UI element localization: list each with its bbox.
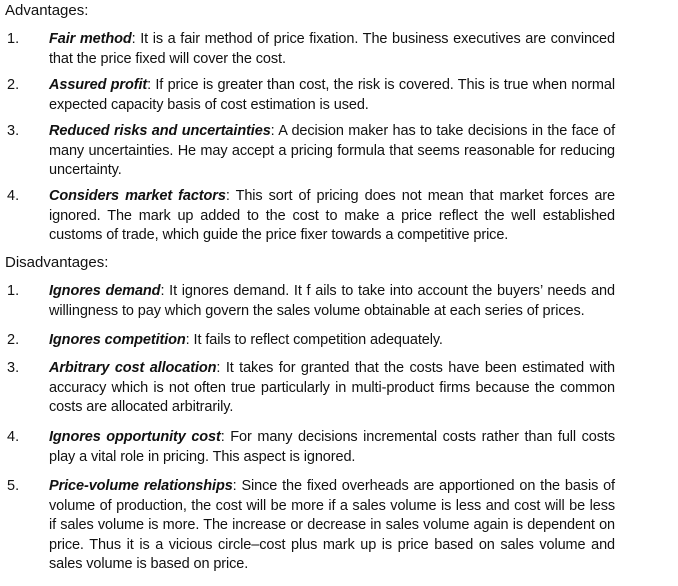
item-text: : If price is greater than cost, the risk is covered. This is true when normal expected capacity basis of cost estimation is used. [49, 77, 615, 113]
item-term: Assured profit [49, 77, 148, 93]
item-term: Ignores opportunity cost [49, 429, 221, 445]
item-number: 1. [7, 31, 20, 47]
item-body [49, 331, 615, 351]
item-body [49, 76, 615, 115]
item-term: Considers market factors [49, 188, 226, 204]
item-number: 4. [7, 188, 20, 204]
item-text: : It fails to reflect competition adequately. [185, 332, 443, 348]
item-number: 3. [7, 123, 20, 139]
item-body [49, 359, 615, 418]
item-text: : It ignores demand. It f ails to take into account the buyers’ needs and willingness to pay which govern the sales volume obtainable at each series of prices. [49, 283, 615, 319]
item-number: 4. [7, 429, 20, 445]
item-number: 1. [7, 283, 20, 299]
item-term: Reduced risks and uncertainties [49, 123, 271, 139]
item-number: 3. [7, 360, 20, 376]
item-text: : For many decisions incremental costs rather than full costs play a vital role in pricing. This aspect is ignored. [49, 429, 615, 465]
item-text: : This sort of pricing does not mean that market forces are ignored. The mark up added to the cost to make a price reflect the well established customs of trade, which guide the price fixer towards a competitive price. [49, 188, 615, 243]
advantages-heading: Advantages: [5, 2, 89, 19]
item-number: 2. [7, 77, 20, 93]
item-term: Fair method [49, 31, 132, 47]
item-body [49, 122, 615, 181]
item-body [49, 30, 615, 69]
item-number: 5. [7, 478, 20, 494]
item-body [49, 477, 615, 575]
item-text: : A decision maker has to take decisions in the face of many uncertainties. He may accept a pricing formula that seems reasonable for reducing uncertainty. [49, 123, 616, 178]
item-number: 2. [7, 332, 20, 348]
item-term: Price-volume relationships [49, 478, 233, 494]
item-text: : It takes for granted that the costs have been estimated with accuracy which is not often true particularly in multi-product firms because the common costs are allocated arbitrarily. [49, 360, 615, 415]
item-body [49, 187, 615, 246]
item-body [49, 282, 615, 321]
item-term: Ignores competition [49, 332, 186, 348]
item-term: Arbitrary cost allocation [49, 360, 217, 376]
item-text: : It is a fair method of price fixation. The business executives are convinced that the price fixed will cover the cost. [49, 31, 615, 67]
item-body [49, 428, 615, 467]
item-term: Ignores demand [49, 283, 161, 299]
item-text: : Since the fixed overheads are apportioned on the basis of volume of production, the cost will be more if a sales volume is less and cost will be less if sales volume is more. The increase or decrease in sales volume again is dependent on price. Thus it is a vicious circle–cost plus mark up is price based on sales volume and sales volume is based on price. [49, 478, 615, 572]
disadvantages-heading: Disadvantages: [5, 254, 109, 271]
